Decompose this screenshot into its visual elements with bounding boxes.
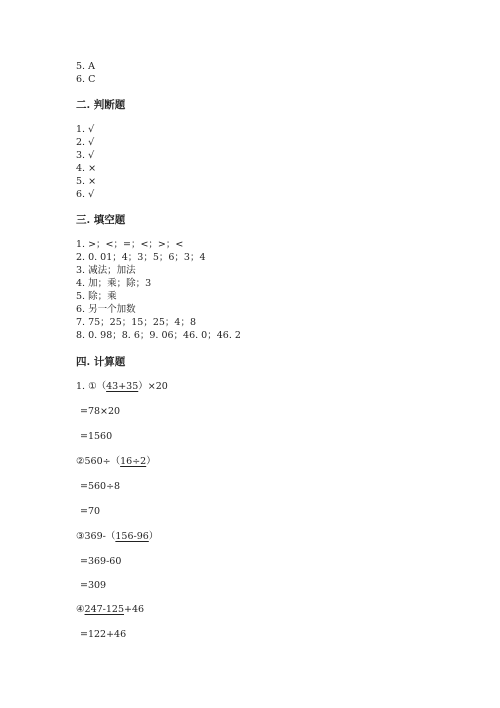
- calc-problem-2-step-1: =560÷8: [80, 481, 121, 492]
- judgement-item-2: 2. √: [76, 137, 95, 148]
- fill-item-7: 7. 75；25；15；25；4；8: [76, 317, 197, 328]
- calc-problem-1-step-2: =1560: [80, 431, 113, 442]
- calc-problem-2-prefix: ②560÷（: [76, 456, 121, 467]
- fill-item-6: 6. 另一个加数: [76, 304, 136, 315]
- section-heading-fill-blank: 三. 填空题: [76, 214, 126, 226]
- fill-item-2: 2. 0. 01；4；3；5；6；3；4: [76, 252, 206, 263]
- calc-problem-4-step-1: =122+46: [80, 629, 127, 640]
- calc-problem-1-underlined: 43+35: [106, 381, 139, 392]
- calc-problem-4-underlined: 247-125: [84, 604, 125, 615]
- fill-item-5: 5. 除；乘: [76, 291, 117, 302]
- section-heading-judgement: 二. 判断题: [76, 99, 126, 111]
- calc-problem-1-suffix: ）×20: [138, 381, 168, 392]
- calc-problem-4-prefix: ④: [76, 604, 85, 615]
- judgement-item-1: 1. √: [76, 124, 95, 135]
- calc-problem-3-suffix: ）: [148, 531, 159, 542]
- judgement-item-4: 4. ×: [76, 163, 97, 174]
- calc-problem-2: [76, 456, 156, 468]
- judgement-item-6: 6. √: [76, 189, 95, 200]
- judgement-item-5: 5. ×: [76, 176, 97, 187]
- judgement-item-3: 3. √: [76, 150, 95, 161]
- calc-problem-3-step-2: =309: [80, 580, 107, 591]
- calc-problem-2-underlined: 16÷2: [120, 456, 147, 467]
- calc-problem-2-step-2: =70: [80, 506, 101, 517]
- answer-6: 6. C: [76, 74, 96, 85]
- calc-problem-4: [76, 604, 144, 616]
- fill-item-3: 3. 减法；加法: [76, 265, 136, 276]
- calc-problem-1: [76, 381, 168, 393]
- calc-problem-3: [76, 531, 158, 543]
- answer-5: 5. A: [76, 61, 95, 72]
- fill-item-8: 8. 0. 98；8. 6；9. 06；46. 0；46. 2: [76, 330, 241, 341]
- section-heading-calculation: 四. 计算题: [76, 356, 126, 368]
- calc-problem-3-prefix: ③369-（: [76, 531, 116, 542]
- calc-problem-4-suffix: +46: [124, 604, 145, 615]
- fill-item-1: 1. >；<；=；<；>；<: [76, 239, 184, 250]
- calc-problem-1-step-1: =78×20: [80, 406, 121, 417]
- calc-problem-3-step-1: =369-60: [80, 556, 122, 567]
- calc-problem-3-underlined: 156-96: [115, 531, 149, 542]
- fill-item-4: 4. 加；乘；除；3: [76, 278, 152, 289]
- calc-problem-2-suffix: ）: [146, 456, 156, 467]
- calc-problem-1-prefix: 1. ①（: [76, 381, 107, 392]
